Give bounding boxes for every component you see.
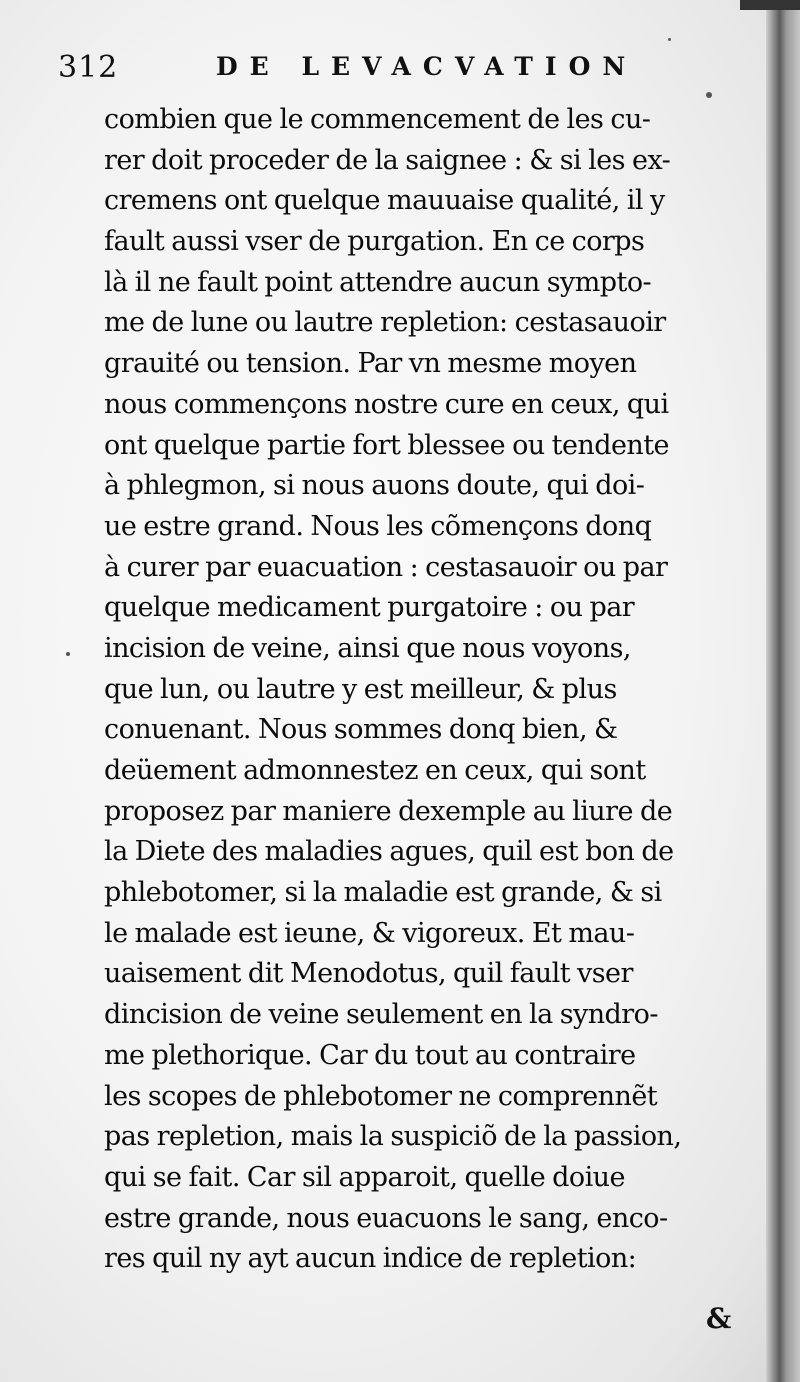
text-line: dincision de veine seulement en la syndro- [104,999,658,1031]
text-line: ont quelque partie fort blessee ou tendente [104,429,669,461]
running-head [58,50,738,90]
text-line: combien que le commencement de les cu- [104,104,651,135]
text-line: quelque medicament purgatoire : ou par [104,592,635,624]
text-line: à phlegmon, si nous auons doute, qui doi- [104,470,645,502]
text-line: estre grande, nous euacuons le sang, enco- [104,1202,668,1234]
page-number: 312 [58,50,119,85]
text-line: fault aussi vser de purgation. En ce corps [104,226,645,258]
text-line: là il ne fault point attendre aucun sympto- [104,266,652,298]
text-line: grauité ou tension. Par vn mesme moyen [104,348,637,380]
text-line: le malade est ieune, & vigoreux. Et mau- [104,917,635,949]
page-corner-shadow [740,0,800,10]
text-line: à curer par euacuation : cestasauoir ou par [104,551,668,583]
text-line: me de lune ou lautre repletion: cestasauoir [104,307,666,339]
text-line: cremens ont quelque mauuaise qualité, il y [104,185,665,217]
text-line: que lun, ou lautre y est meilleur, & plus [104,673,617,705]
text-line: proposez par maniere dexemple au liure de [104,795,673,827]
text-line: nous commençons nostre cure en ceux, qui [104,388,669,420]
text-line: pas repletion, mais la suspiciõ de la passion, [104,1121,682,1153]
text-line: me plethorique. Car du tout au contraire [104,1039,636,1071]
text-line: qui se fait. Car sil apparoit, quelle doiue [104,1161,625,1193]
text-line: ue estre grand. Nous les cõmençons donq [104,510,652,542]
ink-speck [706,92,712,98]
text-line: conuenant. Nous sommes donq bien, & [104,714,618,746]
text-line: incision de veine, ainsi que nous voyons, [104,632,631,664]
book-gutter-shadow [766,0,800,1382]
text-line: la Diete des maladies agues, quil est bon de [104,836,674,868]
body-text [104,100,744,1280]
text-line: deüement admonnestez en ceux, qui sont [104,755,646,786]
text-line: res quil ny ayt aucun indice de repletion: [104,1243,637,1275]
text-line: les scopes de phlebotomer ne comprennẽt [104,1080,658,1112]
ink-speck [668,38,671,41]
text-line: phlebotomer, si la maladie est grande, & si [104,877,662,909]
running-title: DE LEVACVATION [216,52,638,81]
text-line: uaisement dit Menodotus, quil fault vser [104,958,633,990]
catchword: & [706,1302,732,1335]
text-line: rer doit proceder de la saignee : & si les ex- [104,144,671,176]
ink-speck [66,652,70,656]
